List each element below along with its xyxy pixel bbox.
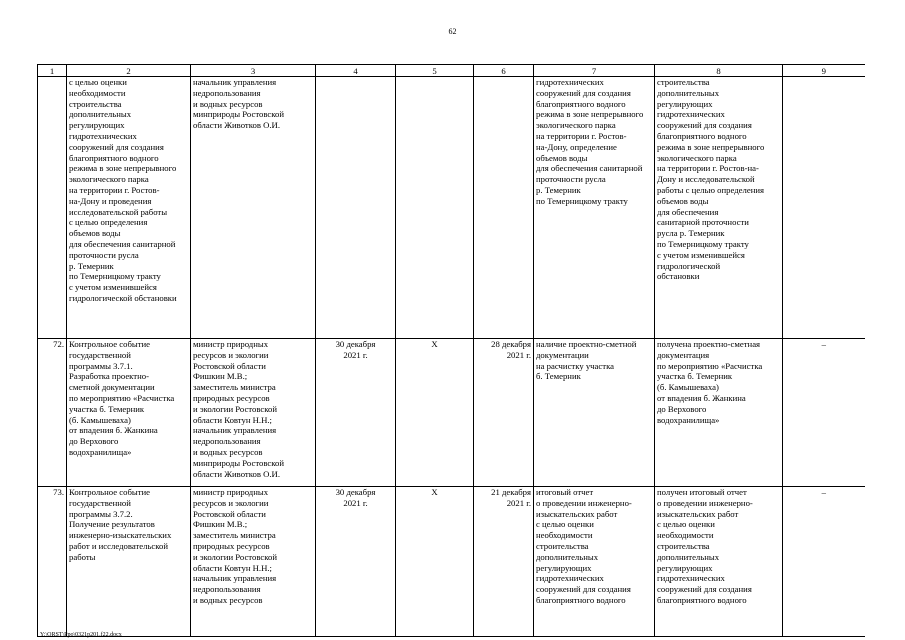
row-number: 72.	[38, 339, 67, 487]
col5-cell	[396, 77, 474, 339]
column-header: 5	[396, 65, 474, 77]
note-cell: –	[783, 487, 865, 637]
row-number: 73.	[38, 487, 67, 637]
expected-result-cell: итоговый отчет о проведении инженерно- изыскательских работ с целью оценки необходимости строительства дополнительных регулирующих гидротехнических сооружений для создания благоприятного водного	[534, 487, 655, 637]
actual-result-cell: получена проектно-сметная документация по мероприятию «Расчистка участка б. Темерник (б. Камышеваха) от впадения б. Жанкина до Верхового водохранилища»	[655, 339, 783, 487]
column-header: 1	[38, 65, 67, 77]
col5-cell: Х	[396, 339, 474, 487]
column-header: 9	[783, 65, 865, 77]
actual-date-cell: 28 декабря 2021 г.	[474, 339, 534, 487]
event-cell: Контрольное событие государственной программы 3.7.1. Разработка проектно- сметной документации по мероприятию «Расчистка участка б. Темерник (б. Камышеваха) от впадения б. Жанкина до Верхового водохранилища»	[67, 339, 191, 487]
note-cell	[783, 77, 865, 339]
responsible-cell: министр природных ресурсов и экологии Ростовской области Фишкин М.В.; заместитель министра природных ресурсов и экологии Ростовской области Ковтун Н.Н.; начальник управления недропользования и водных ресурсов минприроды Ростовской области Животков О.И.	[191, 339, 316, 487]
actual-date-cell	[474, 77, 534, 339]
responsible-cell: начальник управления недропользования и водных ресурсов минприроды Ростовской области Животков О.И.	[191, 77, 316, 339]
expected-result-cell: гидротехнических сооружений для создания благоприятного водного режима в зоне непрерывного экологического парка на территории г. Ростов- на-Дону, определение объемов воды для обеспечения санитарной проточности русла р. Темерник по Темерницкому тракту	[534, 77, 655, 339]
event-cell: Контрольное событие государственной программы 3.7.2. Получение результатов инженерно-изыскательских работ и исследовательской работы	[67, 487, 191, 637]
page-number: 62	[448, 27, 457, 36]
table-row	[38, 487, 865, 637]
table-row	[38, 339, 865, 487]
column-header: 6	[474, 65, 534, 77]
report-table	[37, 64, 865, 637]
actual-result-cell: строительства дополнительных регулирующих гидротехнических сооружений для создания благоприятного водного режима в зоне непрерывного экологического парка на территории г. Ростов-на- Дону и исследовательской работы с целью определения объемов воды для обеспечения санитарной проточности русла р. Темерник по Темерницкому тракту с учетом изменившейся гидрологической обстановки	[655, 77, 783, 339]
actual-result-cell: получен итоговый отчет о проведении инженерно- изыскательских работ с целью оценки необходимости строительства дополнительных регулирующих гидротехнических сооружений для создания благоприятного водного	[655, 487, 783, 637]
plan-date-cell: 30 декабря 2021 г.	[316, 487, 396, 637]
row-number	[38, 77, 67, 339]
responsible-cell: министр природных ресурсов и экологии Ростовской области Фишкин М.В.; заместитель министра природных ресурсов и экологии Ростовской области Ковтун Н.Н.; начальник управления недропользования и водных ресурсов	[191, 487, 316, 637]
column-header: 7	[534, 65, 655, 77]
table-row	[38, 77, 865, 339]
note-cell: –	[783, 339, 865, 487]
file-path-footer: Y:\ORST\Ppo\0321p201.f22.docx	[40, 632, 122, 638]
plan-date-cell	[316, 77, 396, 339]
column-header: 3	[191, 65, 316, 77]
column-number-row	[38, 65, 865, 77]
event-cell: с целью оценки необходимости строительства дополнительных регулирующих гидротехнических сооружений для создания благоприятного водного режима в зоне непрерывного экологического парка на территории г. Ростов- на-Дону и проведения исследовательской работы с целью определения объемов воды для обеспечения санитарной проточности русла р. Темерник по Темерницкому тракту с учетом изменившейся гидрологической обстановки	[67, 77, 191, 339]
column-header: 2	[67, 65, 191, 77]
col5-cell: Х	[396, 487, 474, 637]
expected-result-cell: наличие проектно-сметной документации на расчистку участка б. Темерник	[534, 339, 655, 487]
actual-date-cell: 21 декабря 2021 г.	[474, 487, 534, 637]
plan-date-cell: 30 декабря 2021 г.	[316, 339, 396, 487]
column-header: 8	[655, 65, 783, 77]
column-header: 4	[316, 65, 396, 77]
